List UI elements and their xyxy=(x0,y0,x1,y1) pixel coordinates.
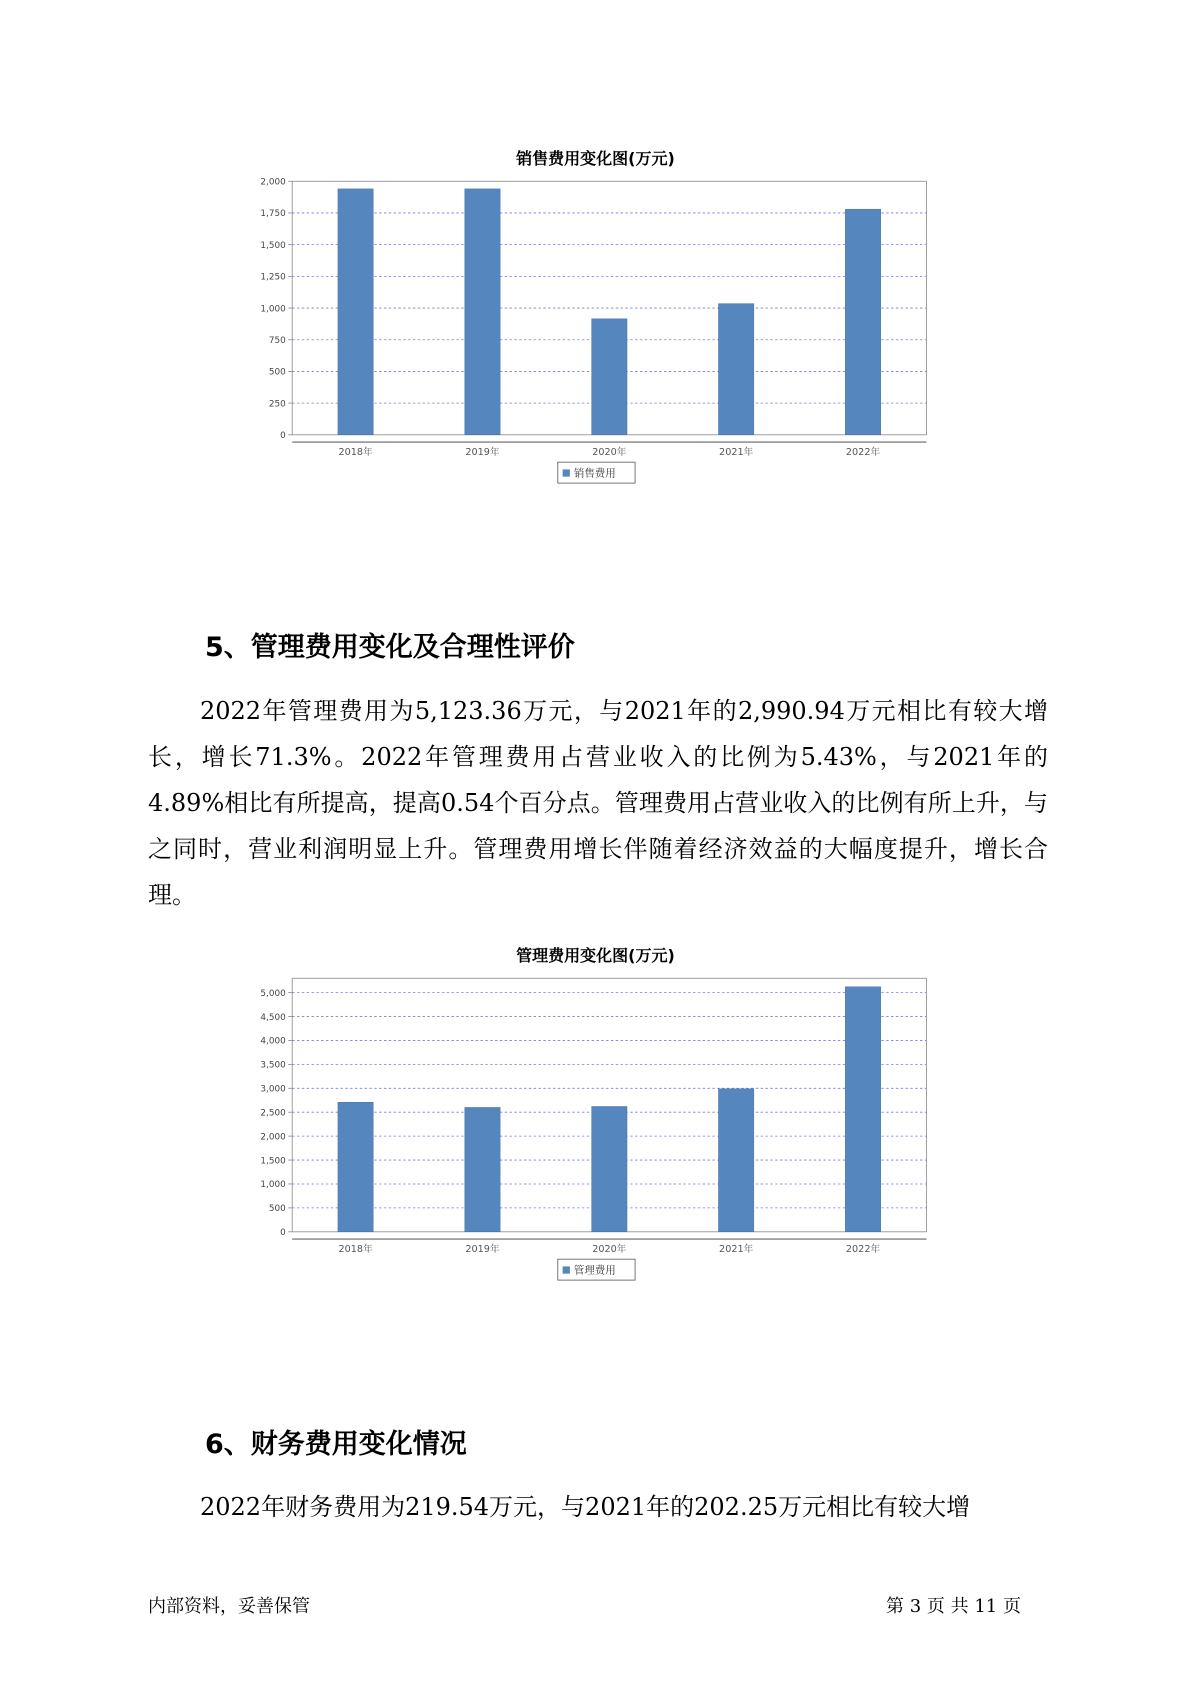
sales-chart-bar xyxy=(338,189,373,435)
section-5-heading: 5、管理费用变化及合理性评价 xyxy=(205,632,575,663)
admin-chart-bar xyxy=(845,987,880,1232)
admin-chart-ytick-label: 4,500 xyxy=(260,1012,286,1023)
sales-chart-bar xyxy=(718,304,753,435)
sales-chart-ytick-label: 500 xyxy=(268,367,286,378)
sales-chart-ytick-label: 750 xyxy=(268,335,286,346)
sales-chart-xtick-label: 2019年 xyxy=(465,446,500,458)
admin-chart-ytick-label: 3,500 xyxy=(260,1060,286,1071)
section-6-text: 2022年财务费用为219.54万元，与2021年的202.25万元相比有较大增 xyxy=(200,1493,971,1521)
admin-chart-ytick-label: 4,000 xyxy=(260,1036,286,1047)
admin-chart-ytick-label: 2,000 xyxy=(260,1132,286,1143)
sales-chart-ytick-label: 0 xyxy=(280,431,286,442)
admin-chart-xtick-label: 2018年 xyxy=(338,1243,373,1255)
admin-chart-legend-label: 管理费用 xyxy=(573,1264,616,1277)
footer-confidential-note: 内部资料，妥善保管 xyxy=(148,1596,310,1617)
sales-expense-chart-title: 销售费用变化图(万元) xyxy=(516,149,675,168)
sales-chart-legend-label: 销售费用 xyxy=(573,467,616,480)
section-5-text: 2022年管理费用为5,123.36万元，与2021年的2,990.94万元相比有较大增长，增长71.3%。2022年管理费用占营业收入的比例为5.43%，与2021年的4.89%相比有所提高，提高0.54个百分点。管理费用占营业收入的比例有所上升，与之同时，营业利润明显上升。管理费用增长伴随着经济效益的大幅度提升，增长合理。 xyxy=(148,697,1048,909)
sales-chart-ytick-label: 250 xyxy=(268,399,286,410)
admin-chart-ytick-label: 2,500 xyxy=(260,1108,286,1119)
admin-chart-ytick-label: 1,500 xyxy=(260,1156,286,1167)
sales-expense-chart xyxy=(160,170,1020,500)
sales-chart-bar xyxy=(592,319,627,435)
sales-chart-xtick-label: 2020年 xyxy=(592,446,627,458)
section-6-paragraph xyxy=(148,1484,1048,1530)
sales-chart-legend-swatch xyxy=(563,469,570,476)
admin-chart-ytick-label: 3,000 xyxy=(260,1084,286,1095)
footer-page-number: 第 3 页 共 11 页 xyxy=(886,1596,1021,1617)
sales-chart-ytick-label: 1,750 xyxy=(260,209,286,220)
sales-chart-bar xyxy=(845,209,880,435)
admin-chart-ytick-label: 1,000 xyxy=(260,1180,286,1191)
admin-chart-ytick-label: 500 xyxy=(268,1204,286,1215)
sales-chart-bar xyxy=(465,189,500,435)
sales-chart-ytick-label: 1,000 xyxy=(260,304,286,315)
admin-expense-chart xyxy=(160,967,1020,1297)
section-5-paragraph xyxy=(148,688,1048,918)
admin-chart-xtick-label: 2019年 xyxy=(465,1243,500,1255)
admin-chart-bar xyxy=(465,1107,500,1231)
admin-chart-legend-swatch xyxy=(563,1266,570,1273)
section-6-heading: 6、财务费用变化情况 xyxy=(205,1429,467,1460)
admin-chart-xtick-label: 2021年 xyxy=(719,1243,754,1255)
admin-expense-chart-title: 管理费用变化图(万元) xyxy=(516,946,675,965)
sales-chart-ytick-label: 1,250 xyxy=(260,272,286,283)
admin-chart-ytick-label: 0 xyxy=(280,1228,286,1239)
admin-chart-bar xyxy=(592,1106,627,1231)
sales-chart-xtick-label: 2021年 xyxy=(719,446,754,458)
admin-chart-xtick-label: 2022年 xyxy=(845,1243,881,1255)
sales-chart-xtick-label: 2018年 xyxy=(338,446,373,458)
sales-chart-ytick-label: 1,500 xyxy=(260,240,286,251)
admin-chart-bar xyxy=(718,1089,753,1232)
admin-chart-xtick-label: 2020年 xyxy=(592,1243,627,1255)
sales-chart-xtick-label: 2022年 xyxy=(845,446,881,458)
admin-chart-bar xyxy=(338,1102,373,1232)
admin-chart-ytick-label: 5,000 xyxy=(260,988,286,999)
sales-chart-ytick-label: 2,000 xyxy=(260,177,286,188)
